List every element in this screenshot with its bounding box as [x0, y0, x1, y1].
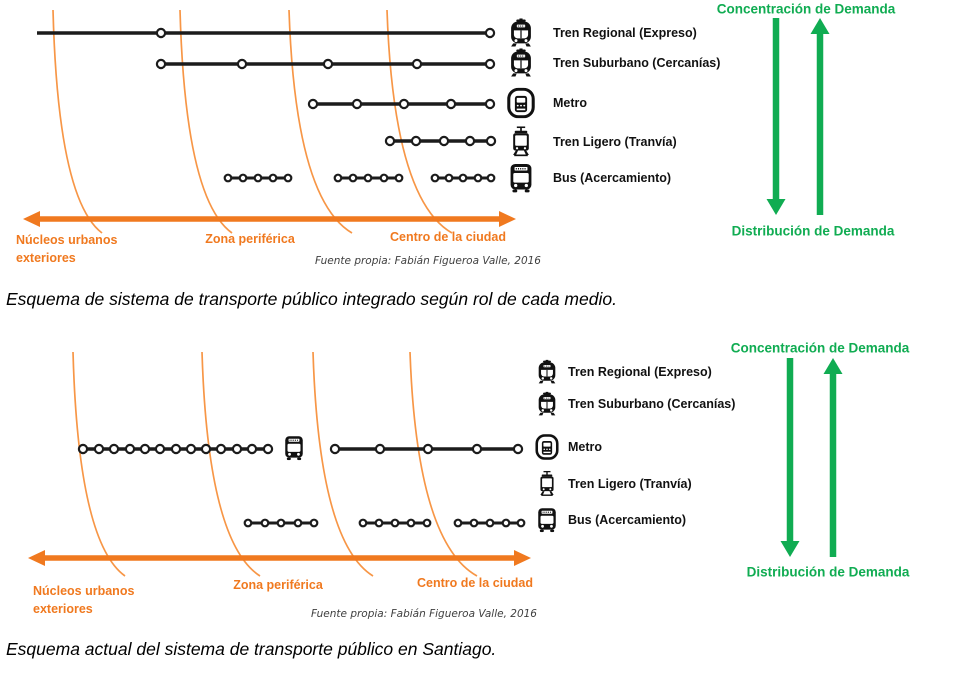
bus-icon: [511, 164, 532, 192]
station-marker: [157, 60, 165, 68]
station-marker: [413, 60, 421, 68]
diagram-current-santiago: [0, 330, 954, 630]
station-marker: [202, 445, 210, 453]
station-marker: [353, 100, 361, 108]
transit-line-bus: [245, 520, 525, 527]
axis-right-arrowhead-icon: [499, 211, 516, 227]
station-marker: [487, 137, 495, 145]
transit-line-bus: [225, 175, 495, 182]
source-note: Fuente propia: Fabián Figueroa Valle, 2016: [311, 608, 537, 620]
transit-line-tren-regional: [37, 29, 494, 37]
zone-label-peripheral: Zona periférica: [233, 578, 323, 592]
station-marker: [503, 520, 510, 527]
station-marker: [245, 520, 252, 527]
regional-train-icon: [539, 360, 556, 384]
axis-left-arrowhead-icon: [23, 211, 40, 227]
metro-icon: [537, 435, 558, 458]
demand-label-distribution: Distribución de Demanda: [746, 564, 910, 580]
station-marker: [238, 60, 246, 68]
station-marker: [473, 445, 481, 453]
light-rail-icon: [513, 126, 529, 156]
zone-label-center: Centro de la ciudad: [417, 576, 533, 590]
station-marker: [262, 520, 269, 527]
demand-down-arrowhead-icon: [767, 199, 786, 215]
zone-label-outer-line2: exteriores: [33, 602, 93, 616]
station-marker: [475, 175, 482, 182]
legend-label: Tren Ligero (Tranvía): [568, 477, 692, 491]
station-marker: [331, 445, 339, 453]
zone-label-peripheral: Zona periférica: [205, 232, 295, 246]
station-marker: [471, 520, 478, 527]
station-marker: [460, 175, 467, 182]
station-marker: [217, 445, 225, 453]
source-note: Fuente propia: Fabián Figueroa Valle, 2016: [315, 255, 541, 267]
demand-label-concentration: Concentración de Demanda: [716, 1, 896, 17]
station-marker: [295, 520, 302, 527]
zone-divider-curve: [410, 352, 477, 576]
station-marker: [466, 137, 474, 145]
station-marker: [156, 445, 164, 453]
axis-right-arrowhead-icon: [514, 550, 531, 566]
legend-label: Metro: [568, 440, 603, 454]
zone-divider-curve: [313, 352, 373, 576]
station-marker: [386, 137, 394, 145]
station-marker: [376, 520, 383, 527]
station-marker: [400, 100, 408, 108]
station-marker: [311, 520, 318, 527]
zone-divider-curve: [73, 352, 125, 576]
zone-label-outer-line2: exteriores: [16, 251, 76, 265]
station-marker: [412, 137, 420, 145]
station-marker: [126, 445, 134, 453]
station-marker: [488, 175, 495, 182]
axis-left-arrowhead-icon: [28, 550, 45, 566]
suburban-train-icon: [511, 48, 531, 76]
caption-integrated-system: Esquema de sistema de transporte público integrado según rol de cada medio.: [6, 289, 617, 309]
station-marker: [248, 445, 256, 453]
station-marker: [141, 445, 149, 453]
zone-divider-curve: [53, 10, 102, 233]
legend-label: Bus (Acercamiento): [568, 513, 687, 527]
station-marker: [255, 175, 262, 182]
diagram-integrated-system: [0, 0, 954, 282]
station-marker: [486, 29, 494, 37]
zone-divider-curve: [387, 10, 452, 233]
station-marker: [487, 520, 494, 527]
station-marker: [446, 175, 453, 182]
station-marker: [157, 29, 165, 37]
station-marker: [455, 520, 462, 527]
station-marker: [518, 520, 525, 527]
station-marker: [486, 100, 494, 108]
station-marker: [396, 175, 403, 182]
zone-axis-arrow: [23, 211, 516, 227]
station-marker: [447, 100, 455, 108]
demand-up-arrowhead-icon: [811, 18, 830, 34]
zone-label-outer-line1: Núcleos urbanos: [33, 584, 135, 598]
demand-arrows: [767, 18, 830, 215]
station-marker: [376, 445, 384, 453]
station-marker: [432, 175, 439, 182]
station-marker: [324, 60, 332, 68]
station-marker: [381, 175, 388, 182]
demand-arrows: [781, 358, 843, 557]
station-marker: [270, 175, 277, 182]
station-marker: [240, 175, 247, 182]
zone-label-center: Centro de la ciudad: [390, 230, 506, 244]
demand-down-arrowhead-icon: [781, 541, 800, 557]
station-marker: [95, 445, 103, 453]
station-marker: [486, 60, 494, 68]
bus-icon: [538, 508, 556, 532]
legend-label: Tren Regional (Expreso): [568, 365, 712, 379]
station-marker: [79, 445, 87, 453]
legend-label: Tren Suburbano (Cercanías): [553, 56, 721, 70]
zone-divider-curve: [180, 10, 232, 233]
station-marker: [360, 520, 367, 527]
zone-divider-curve: [202, 352, 260, 576]
demand-label-distribution: Distribución de Demanda: [731, 223, 895, 239]
transit-line-tren-suburbano: [157, 60, 494, 68]
station-marker: [172, 445, 180, 453]
legend-label: Metro: [553, 96, 588, 110]
station-marker: [187, 445, 195, 453]
bus-icon: [285, 436, 303, 460]
station-marker: [285, 175, 292, 182]
zone-divider-curve: [289, 10, 352, 233]
light-rail-icon: [540, 471, 553, 496]
station-marker: [264, 445, 272, 453]
station-marker: [309, 100, 317, 108]
legend-label: Tren Regional (Expreso): [553, 26, 697, 40]
station-marker: [424, 445, 432, 453]
station-marker: [278, 520, 285, 527]
transit-line-metro: [309, 100, 494, 108]
station-marker: [440, 137, 448, 145]
station-marker: [225, 175, 232, 182]
station-marker: [424, 520, 431, 527]
legend-label: Tren Suburbano (Cercanías): [568, 397, 736, 411]
legend-label: Bus (Acercamiento): [553, 171, 672, 185]
station-marker: [350, 175, 357, 182]
metro-icon: [509, 89, 533, 116]
suburban-train-icon: [539, 392, 556, 416]
zone-axis-arrow: [28, 550, 531, 566]
station-marker: [233, 445, 241, 453]
caption-current-santiago: Esquema actual del sistema de transporte público en Santiago.: [6, 639, 497, 659]
station-marker: [110, 445, 118, 453]
zone-label-outer-line1: Núcleos urbanos: [16, 233, 118, 247]
station-marker: [335, 175, 342, 182]
station-marker: [514, 445, 522, 453]
station-marker: [365, 175, 372, 182]
legend-label: Tren Ligero (Tranvía): [553, 135, 677, 149]
station-marker: [408, 520, 415, 527]
regional-train-icon: [511, 18, 531, 46]
demand-label-concentration: Concentración de Demanda: [730, 340, 910, 356]
demand-up-arrowhead-icon: [824, 358, 843, 374]
station-marker: [392, 520, 399, 527]
